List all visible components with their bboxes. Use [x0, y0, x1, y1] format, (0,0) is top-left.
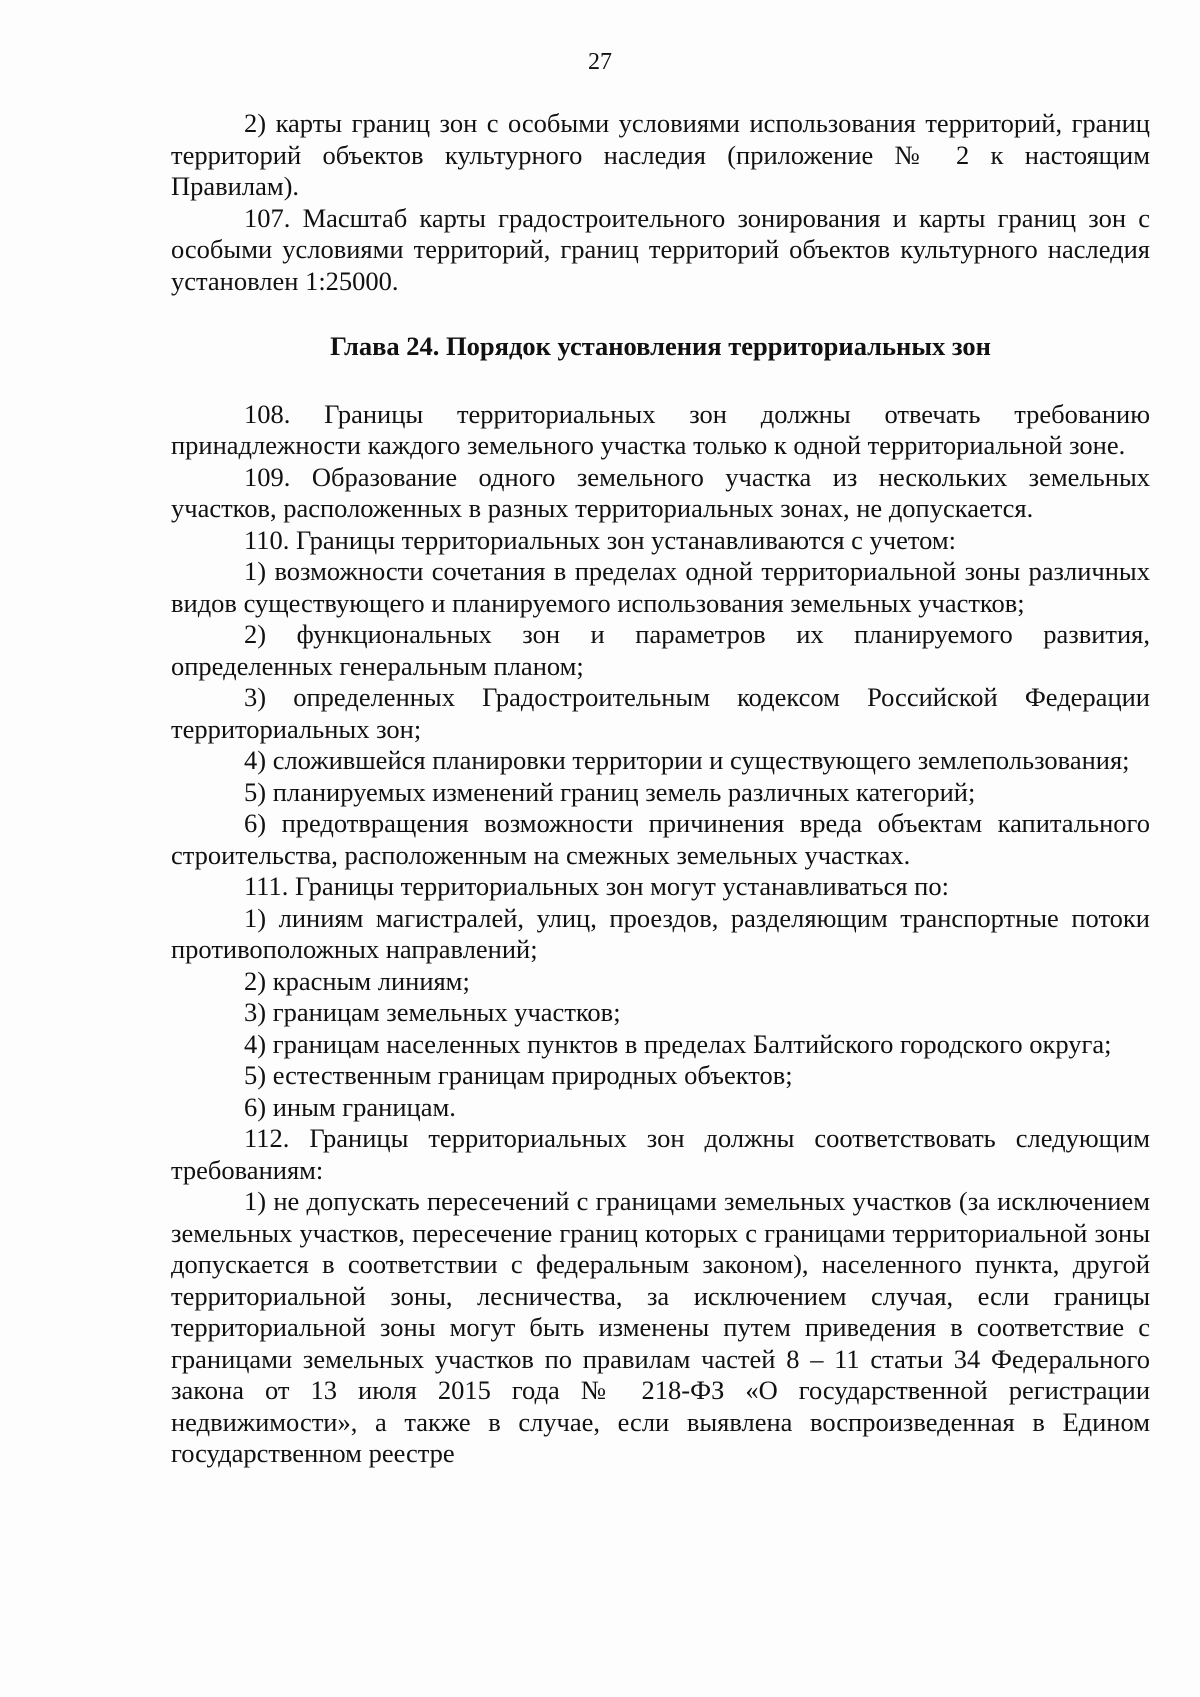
paragraph-item-2-maps: 2) карты границ зон с особыми условиями использования территорий, границ территорий объектов культурного наследия (приложение № 2 к настоящим Правилам).: [171, 108, 1150, 201]
paragraph-110-item-2: 2) функциональных зон и параметров их планируемого развития, определенных генеральным планом;: [171, 619, 1150, 681]
paragraph-111-item-1: 1) линиям магистралей, улиц, проездов, разделяющим транспортные потоки противоположных направлений;: [171, 902, 1150, 964]
paragraph-110-item-1: 1) возможности сочетания в пределах одной территориальной зоны различных видов существующего и планируемого использования земельных участков;: [171, 556, 1150, 618]
paragraph-107: 107. Масштаб карты градостроительного зонирования и карты границ зон с особыми условиями территорий, границ территорий объектов культурного наследия установлен 1:25000.: [171, 202, 1150, 296]
paragraph-110-item-4: 4) сложившейся планировки территории и существующего землепользования;: [244, 745, 1130, 775]
chapter-title: Глава 24. Порядок установления территориальных зон: [330, 331, 991, 361]
paragraph-112-item-1: 1) не допускать пересечений с границами земельных участков (за исключением земельных участков, пересечение границ которых с границами территориальной зоны допускается в соответствии с федеральным законом), населенного пункта, другой территориальной зоны, лесничества, за исключением случая, если границы территориальной зоны могут быть изменены путем приведения в соответствие с границами земельных участков по правилам частей 8 – 11 статьи 34 Федерального закона от 13 июля 2015 года № 218-ФЗ «О государственной регистрации недвижимости», а также в случае, если выявлена воспроизведенная в Едином государственном реестре: [171, 1186, 1150, 1468]
paragraph-111-item-6: 6) иным границам.: [244, 1091, 456, 1122]
paragraph-112: 112. Границы территориальных зон должны соответствовать следующим требованиям:: [171, 1123, 1150, 1185]
paragraph-110-item-6: 6) предотвращения возможности причинения вреда объектам капитального строительства, расположенным на смежных земельных участках.: [171, 808, 1150, 870]
paragraph-111-item-3: 3) границам земельных участков;: [244, 997, 621, 1027]
paragraph-111-item-4: 4) границам населенных пунктов в пределах Балтийского городского округа;: [244, 1028, 1112, 1059]
paragraph-111-item-5: 5) естественным границам природных объектов;: [244, 1060, 793, 1090]
paragraph-110-item-5: 5) планируемых изменений границ земель различных категорий;: [244, 776, 976, 807]
paragraph-110-item-3: 3) определенных Градостроительным кодексом Российской Федерации территориальных зон;: [171, 682, 1150, 744]
page-number: 27: [588, 49, 612, 75]
paragraph-110: 110. Границы территориальных зон устанавливаются с учетом:: [244, 524, 957, 555]
document-body: [171, 108, 1150, 1470]
paragraph-111-item-2: 2) красным линиям;: [244, 965, 470, 996]
paragraph-109: 109. Образование одного земельного участка из нескольких земельных участков, расположенных в разных территориальных зонах, не допускается.: [171, 461, 1150, 523]
paragraph-111: 111. Границы территориальных зон могут устанавливаться по:: [244, 871, 949, 901]
paragraph-108: 108. Границы территориальных зон должны отвечать требованию принадлежности каждого земельного участка только к одной территориальной зоне.: [171, 398, 1150, 460]
